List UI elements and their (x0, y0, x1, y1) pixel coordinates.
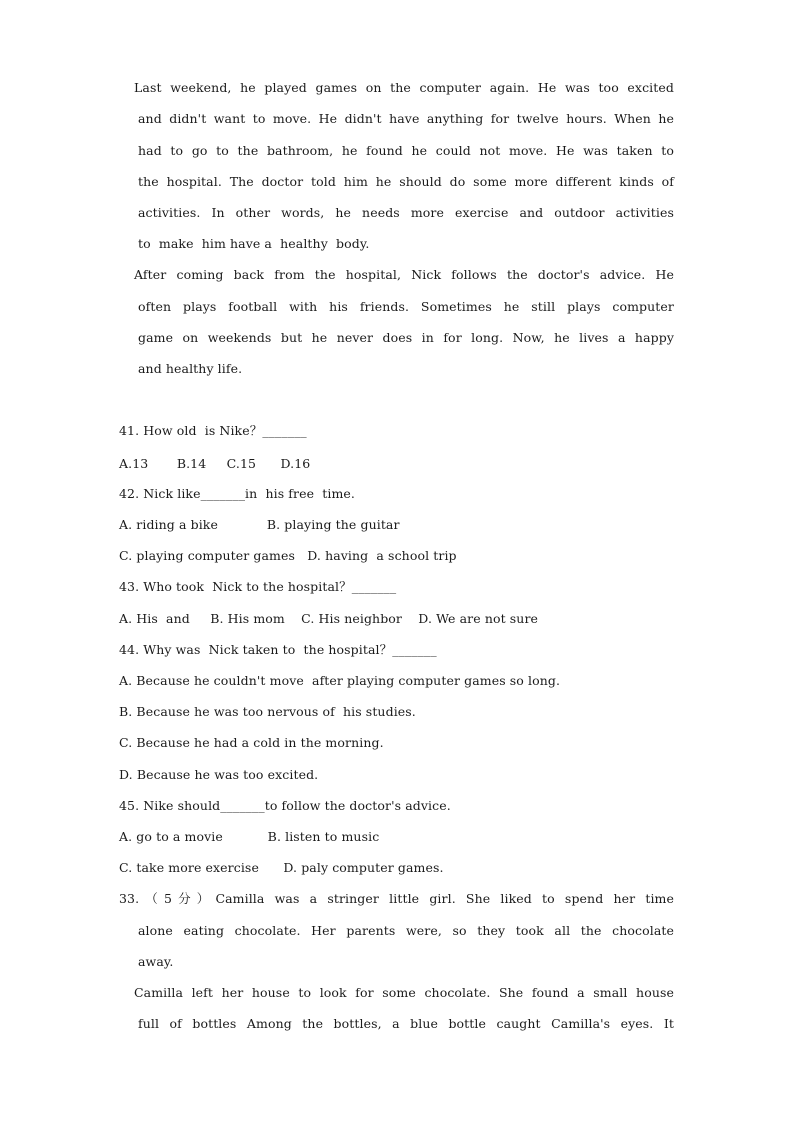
passage-1-line: activities. In other words, he needs more exercise and outdoor activities (138, 205, 674, 220)
question-42-options: C. playing computer games D. having a school trip (119, 548, 457, 563)
question-44-option: B. Because he was too nervous of his studies. (119, 704, 416, 719)
question-42-stem: 42. Nick like_______in his free time. (119, 486, 355, 501)
question-43-stem: 43. Who took Nick to the hospital？_______ (119, 579, 397, 594)
passage-1-line: After coming back from the hospital, Nick follows the doctor's advice. He (134, 267, 674, 282)
passage-2-line: Camilla left her house to look for some chocolate. She found a small house (134, 985, 674, 1000)
question-43-options: A. His and B. His mom C. His neighbor D. We are not sure (119, 611, 539, 626)
question-45-stem: 45. Nike should_______to follow the doctor's advice. (119, 798, 451, 813)
question-44-option: A. Because he couldn't move after playing computer games so long. (119, 673, 561, 688)
passage-1-line: often plays football with his friends. Sometimes he still plays computer (138, 299, 674, 314)
question-45-options: A. go to a movie B. listen to music (119, 829, 380, 844)
question-44-option: D. Because he was too excited. (119, 767, 319, 782)
question-42-options: A. riding a bike B. playing the guitar (119, 517, 400, 532)
passage-2-line: away. (138, 954, 174, 969)
passage-1-line: and didn't want to move. He didn't have anything for twelve hours. When he (138, 111, 674, 126)
question-44-stem: 44. Why was Nick taken to the hospital？_______ (119, 642, 437, 657)
passage-1-line: the hospital. The doctor told him he should do some more different kinds of (138, 174, 674, 189)
passage-1-line: had to go to the bathroom, he found he could not move. He was taken to (138, 143, 674, 158)
question-41-stem: 41. How old is Nike？_______ (119, 423, 307, 438)
question-41-options: A.13 B.14 C.15 D.16 (119, 456, 311, 471)
passage-2-line: 33.（5分）Camilla was a stringer little girl. She liked to spend her time (119, 891, 674, 906)
passage-1-line: Last weekend, he played games on the computer again. He was too excited (134, 80, 674, 95)
passage-1-line: to make him have a healthy body. (138, 236, 370, 251)
passage-2-line: full of bottles Among the bottles, a blue bottle caught Camilla's eyes. It (138, 1016, 674, 1031)
question-45-options: C. take more exercise D. paly computer games. (119, 860, 444, 875)
passage-1-line: game on weekends but he never does in for long. Now, he lives a happy (138, 330, 674, 345)
passage-1-line: and healthy life. (138, 361, 243, 376)
question-44-option: C. Because he had a cold in the morning. (119, 735, 384, 750)
passage-2-line: alone eating chocolate. Her parents were, so they took all the chocolate (138, 923, 674, 938)
